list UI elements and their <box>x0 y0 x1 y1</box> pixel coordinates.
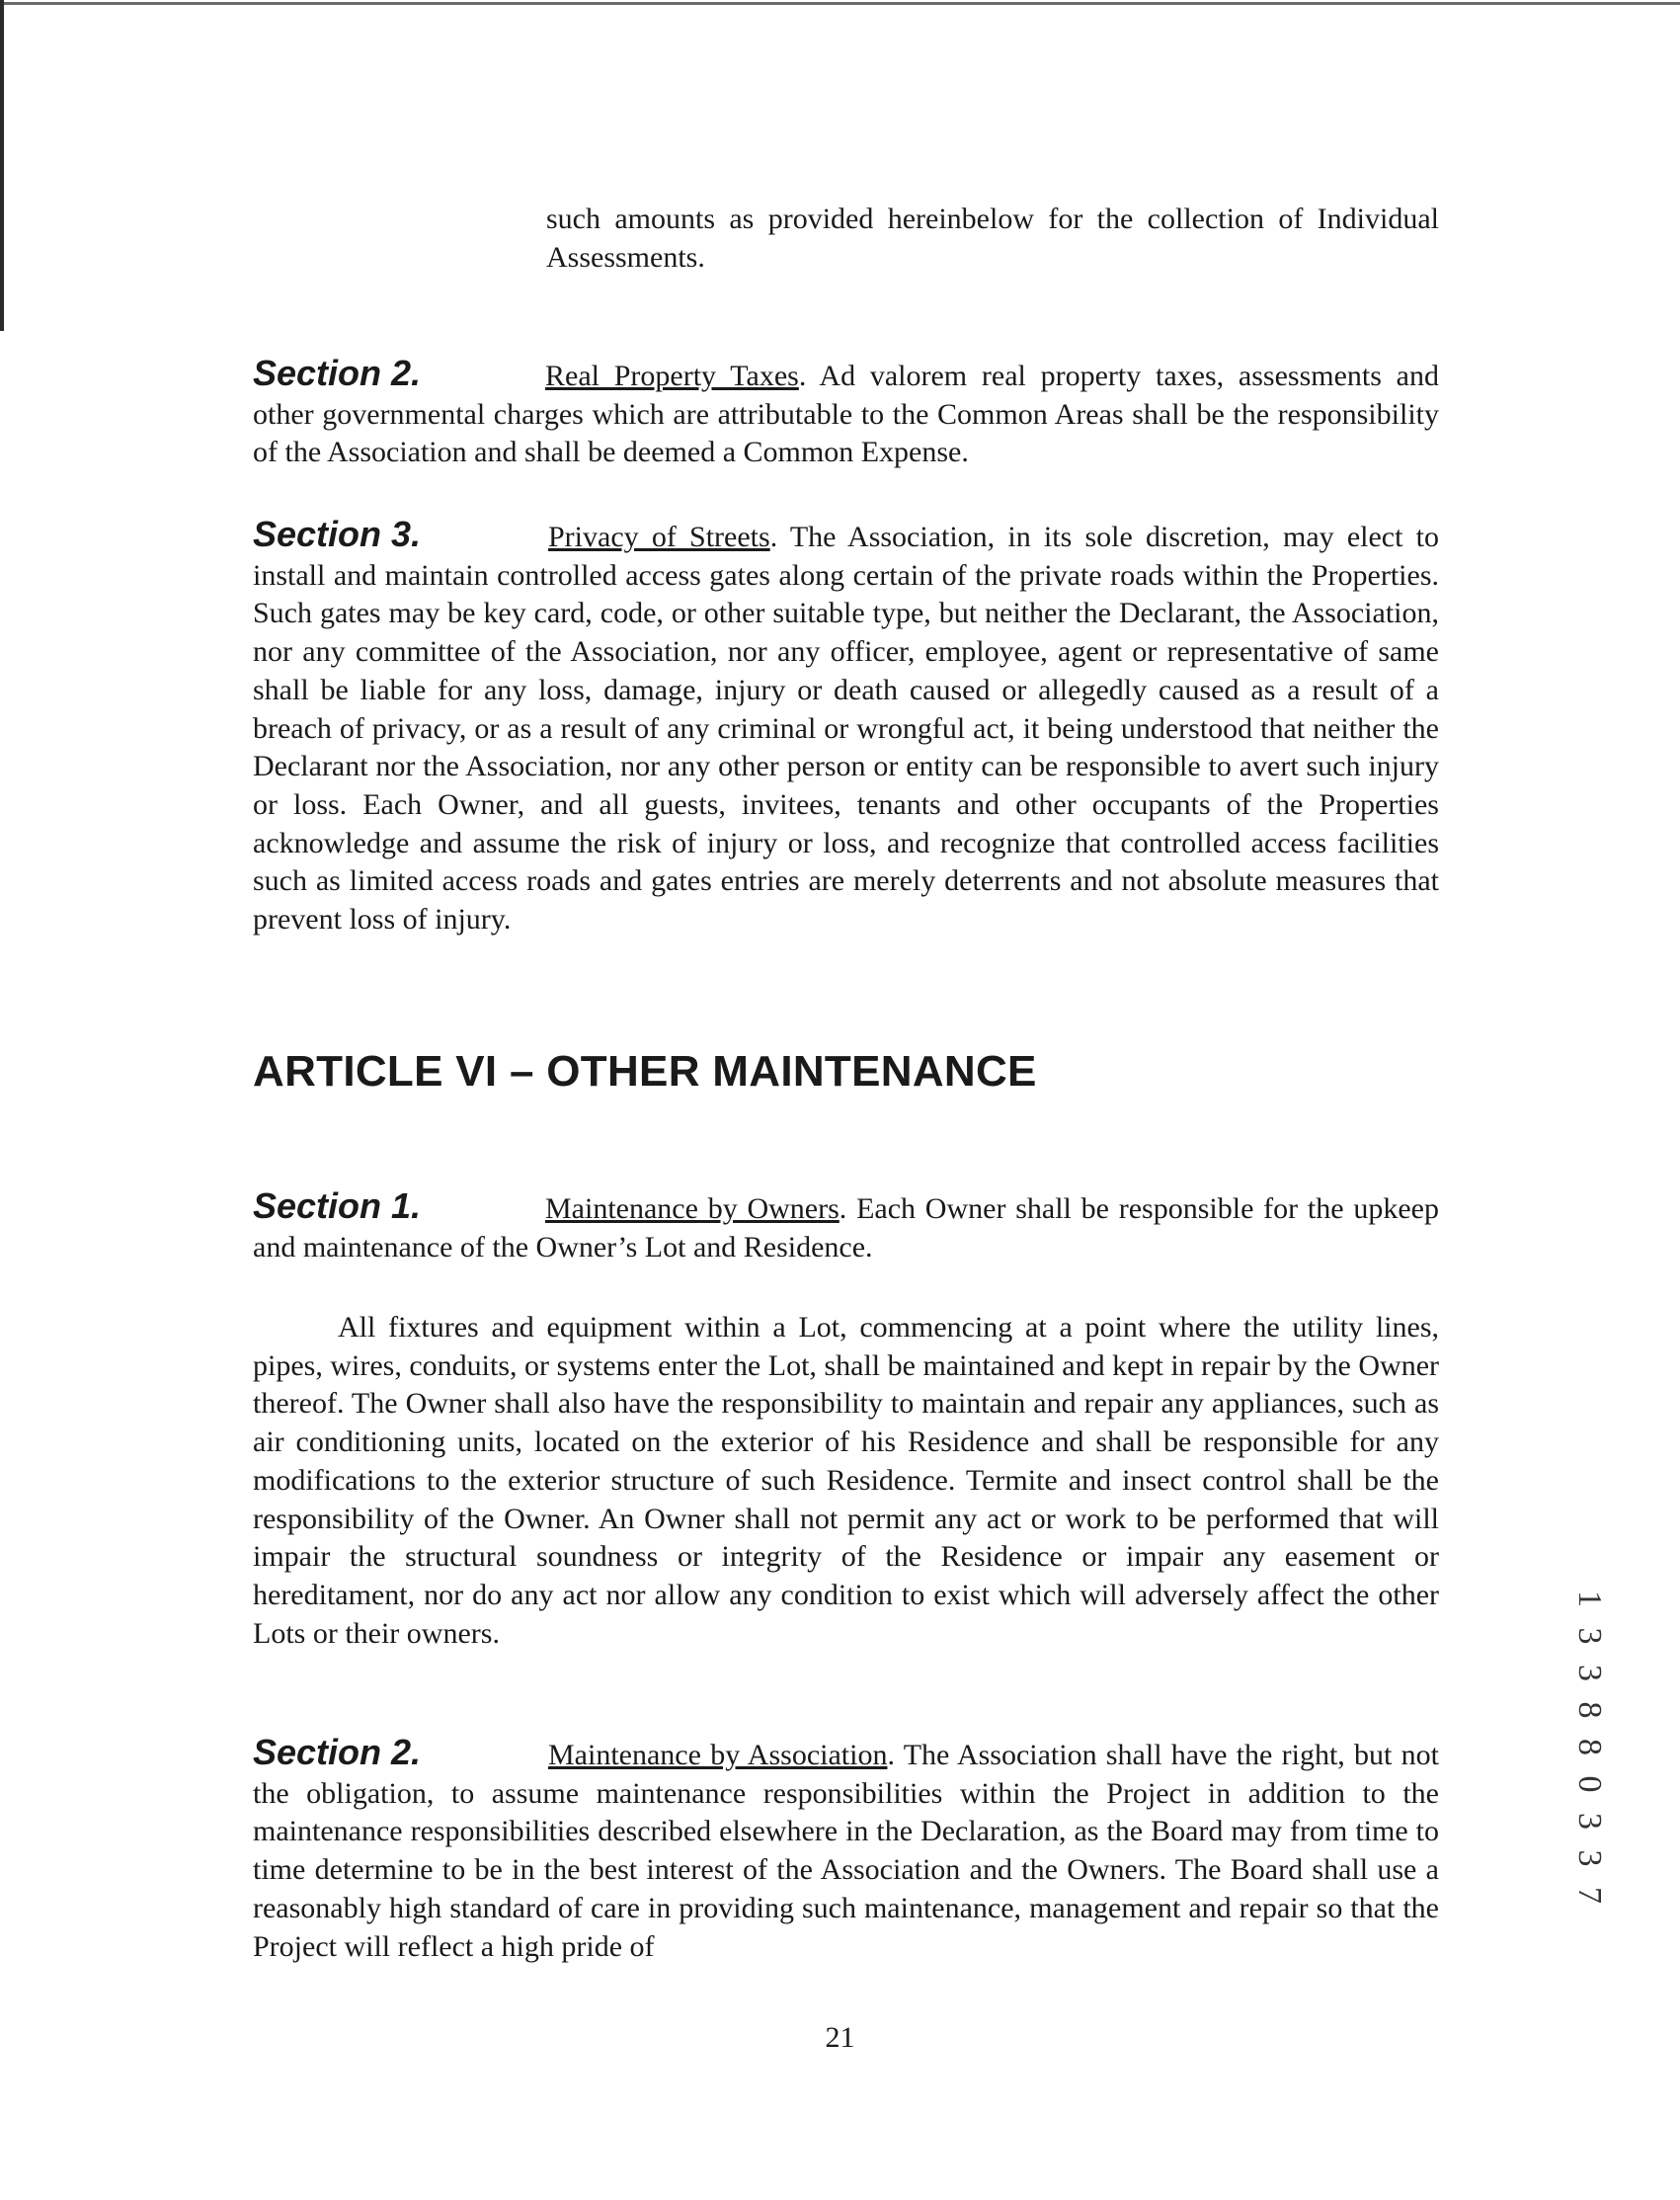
section-title: Real Property Taxes <box>545 360 799 392</box>
section-label: Section 2. <box>253 353 422 393</box>
section-body: . The Association, in its sole discretion, may elect to install and maintain controlled access gates along certain of the private roads within the Properties. Such gates may be key card, code, or other suitable type, but neither the Declarant, the Association, nor any committee of the Association, nor any officer, employee, agent or representative of same shall be liable for any loss, damage, injury or death caused or allegedly caused as a result of a breach of privacy, or as a result of any criminal or wrongful act, it being understood that neither the Declarant nor the Association, nor any other person or entity can be responsible to avert such injury or loss. Each Owner, and all guests, invitees, tenants and other occupants of the Properties acknowledge and assume the risk of injury or loss, and recognize that controlled access facilities such as limited access roads and gates entries are merely deterrents and not absolute measures that prevent loss of injury. <box>253 521 1439 937</box>
article-v-section-2 <box>253 355 1439 472</box>
carryover-text: such amounts as provided hereinbelow for the collection of Individual Assessments. <box>546 203 1439 274</box>
page-number: 21 <box>825 2021 855 2054</box>
article-heading: ARTICLE VI – OTHER MAINTENANCE <box>253 1047 1037 1096</box>
section-title: Maintenance by Owners <box>545 1192 840 1225</box>
section-label: Section 1. <box>253 1185 422 1226</box>
section-body: . The Association shall have the right, but not the obligation, to assume maintenance responsibilities within the Project in addition to the maintenance responsibilities described elsewhere in the Declaration, as the Board may from time to time determine to be in the best interest of the Association and the Owners. The Board shall use a reasonably high standard of care in providing such maintenance, management and repair so that the Project will reflect a high pride of <box>253 1739 1439 1963</box>
article-vi-section-1-paragraph-2 <box>253 1309 1439 1653</box>
article-vi-section-1 <box>253 1187 1439 1266</box>
section-body: . Each Owner shall be responsible for the upkeep and maintenance of the Owner’s Lot and Residence. <box>253 1192 1439 1263</box>
paragraph-text: All fixtures and equipment within a Lot, commencing at a point where the utility lines, pipes, wires, conduits, or systems enter the Lot, shall be maintained and kept in repair by the Owner thereof. The Owner shall also have the responsibility to maintain and repair any appliances, such as air conditioning units, located on the exterior of his Residence and shall be responsible for any modifications to the exterior structure of such Residence. Termite and insect control shall be the responsibility of the Owner. An Owner shall not permit any act or work to be performed that will impair the structural soundness or integrity of the Residence or impair any easement or hereditament, nor do any act nor allow any condition to exist which will adversely affect the other Lots or their owners. <box>253 1311 1439 1650</box>
article-vi-section-2 <box>253 1734 1439 1966</box>
section-title: Privacy of Streets <box>548 521 770 553</box>
carryover-paragraph <box>546 201 1439 277</box>
section-body: . Ad valorem real property taxes, assessments and other governmental charges which are attributable to the Common Areas shall be the responsibility of the Association and shall be deemed a Common Expense. <box>253 360 1439 469</box>
section-title: Maintenance by Association <box>548 1739 888 1771</box>
section-label: Section 3. <box>253 514 422 554</box>
scan-left-edge <box>0 0 4 331</box>
recording-stamp: 1 3 3 8 8 0 3 3 7 <box>1571 1590 1608 1910</box>
scan-top-border <box>0 2 1680 5</box>
section-label: Section 2. <box>253 1732 422 1772</box>
article-v-section-3 <box>253 516 1439 939</box>
